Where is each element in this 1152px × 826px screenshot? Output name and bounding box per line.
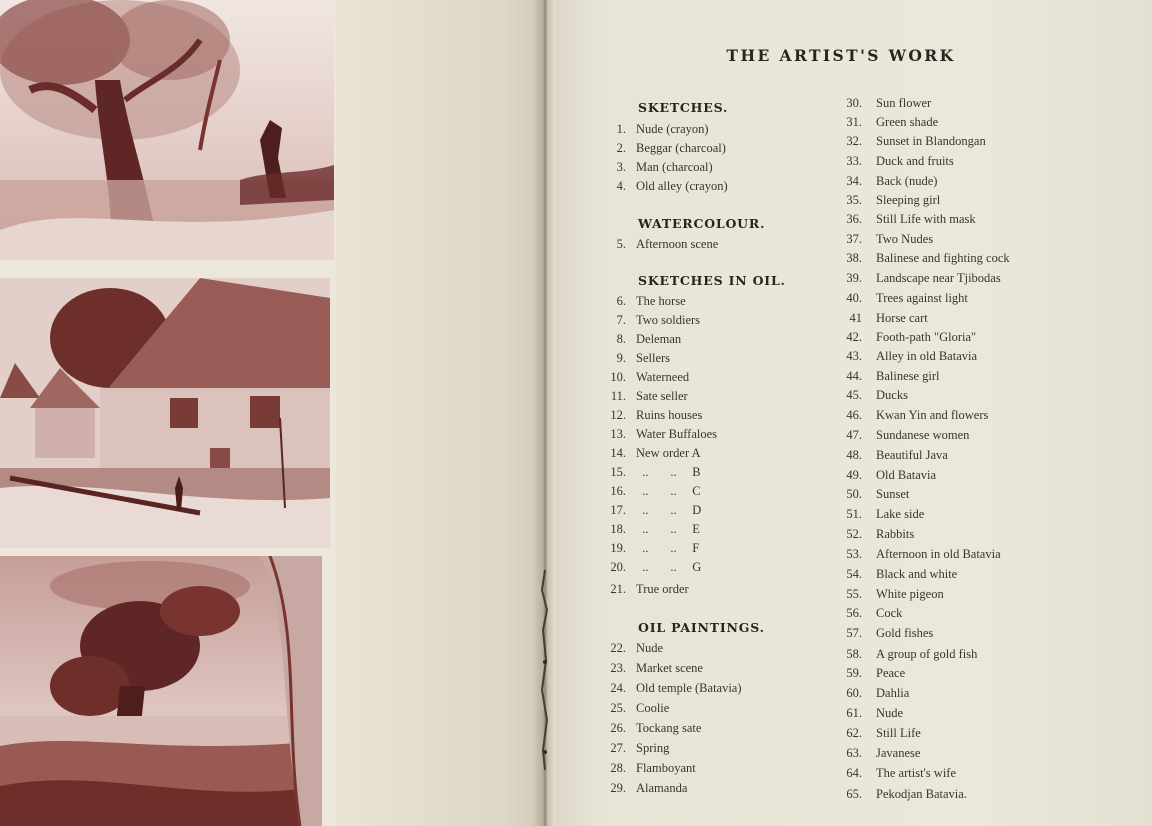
spine-tear <box>538 570 552 770</box>
photo-tree-landscape <box>0 0 334 260</box>
photo-seascape-tree <box>0 556 322 826</box>
section-heading-oil-paintings: OIL PAINTINGS. <box>638 620 765 635</box>
section-heading-sketches: SKETCHES. <box>638 100 729 115</box>
section-heading-sketches-in-oil: SKETCHES IN OIL. <box>638 273 786 288</box>
photo-strip <box>0 0 336 826</box>
left-page <box>0 0 548 826</box>
page-title: THE ARTIST'S WORK <box>726 46 956 65</box>
section-heading-watercolour: WATERCOLOUR. <box>638 216 766 231</box>
photo-thatched-houses <box>0 278 330 548</box>
right-page: THE ARTIST'S WORK SKETCHES. 1. Nude (crayon) 2. Beggar (charcoal) 3. Man (charcoal) 4. Old alley (crayon) WATERCOLOUR. 5. Afternoon scene SKETCHES IN OIL. 6. The horse 7. Two soldiers 8. Deleman 9. Sellers 10. Waterneed 11. Sate seller 12. Ruins houses 13. Water Buffaloes 14. New order A 15. .. .. B 16. .. .. C 17. .. .. D 18. .. .. E 19. .. .. F 20. .. .. G 21. True order OIL PAINTINGS. 22. Nude 23. Market scene 24. Old temple (Batavia) 25. Coolie 26. Tockang sate 27. Spring 28. Flamboyant 29. Alamanda 30. Sun flower 31. Green shade 32. Sunset in Blandongan 33. Duck and fruits 34. Back (nude) 35. Sleeping girl 36. Still Life with mask 37. Two Nudes 38. Balinese and fighting cock 39. Landscape near Tjibodas 40. Trees against light 41 Horse cart 42. Footh-path "Gloria" 43. Alley in old Batavia 44. Balinese girl 45. Ducks 46. Kwan Yin and flowers 47. Sundanese women 48. Beautiful Java 49. Old Batavia 50. Sunset 51. Lake side 52. Rabbits 53. Afternoon in old Batavia 54. Black and white 55. White pigeon 56. Cock 57. Gold fishes 58. A group of gold fish 59. Peace 60. Dahlia 61. Nude 62. Still Life 63. Javanese 64. The artist's wife 65. Pekodjan Batavia. <box>556 0 1152 826</box>
